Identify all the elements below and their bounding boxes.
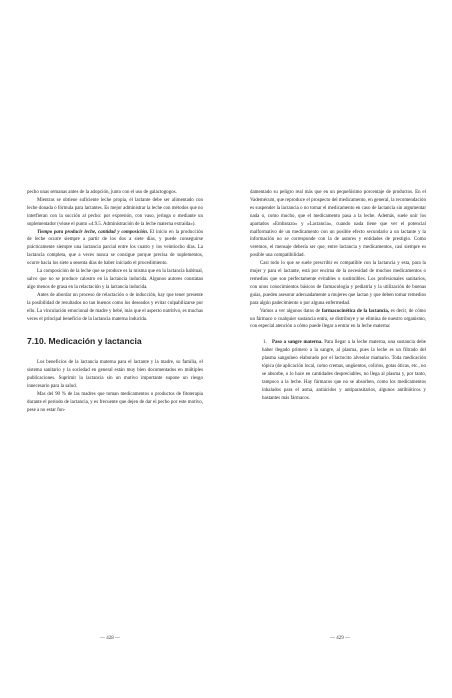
paragraph — [250, 308, 426, 332]
right-page — [226, 0, 452, 698]
list-item — [262, 339, 426, 402]
paragraph: Los beneficios de la lactancia materna para el lactante y la madre, su familia, el sistema sanitario y la sociedad en general están muy bien documentados en múltiples publicaciones. Suprimir la lactancia sin un motivo importante supone un riesgo innecesario para la salud. — [27, 360, 203, 390]
paragraph: Antes de abordar un proceso de relactación o de inducción, hay que tener presente la posibilidad de resultados no tan buenos como los deseados y evitar culpabilizarse por ello. La vinculación emocional de madre y bebé, más que el aspecto nutritivo, es muchas veces el principal beneficio de la lactancia materna inducida. — [27, 292, 203, 322]
paragraph: pecho unas semanas antes de la adopción, junto con el uso de galactogogos. — [27, 190, 177, 195]
paragraph: Casi todo lo que se suele prescribir es compatible con la lactancia y esta, para la mujer y para el lactante, está por encima de la necesidad de muchos medicamentos o remedios que son perfectamente evitables o sustituibles. Los profesionales sanitarios, con unos conocimientos básicos de farmacología y pediatría y la utilización de buenas guías, pueden asesorar adecuadamente a mujeres que lactan y que deben tomar remedios para algún padecimiento o por alguna enfermedad. — [250, 261, 426, 306]
paragraph: Mas del 90 % de las madres que toman medicamentos o productos de fitoterapia durante el periodo de lactancia, y es frecuente que dejen de dar el pecho por este motivo, pese a no estar fun- — [27, 392, 203, 413]
list-number: 1. — [263, 340, 267, 346]
numbered-list — [250, 339, 426, 402]
paragraph-text: es decir, de cómo un fármaco o cualquier sustancia entra, se distribuye y se elimina de nuestro organismo, con especial atención a cómo puede llegar a entrar en la leche materna: — [250, 308, 426, 330]
paragraph — [27, 229, 203, 269]
list-item-text: Para llegar a la leche materna, una sustancia debe haber llegado primero a la sangre, al plasma, pues la leche es un filtrado del plasma sanguíneo elaborado por el lactocito alveolar mamario. Toda medicación tópica (de aplicación local, como cremas, ungüentos, colirios, gotas óticas, etc., no se absorbe, o lo hace en cantidades despreciables, no llega al plasma y, por tanto, tampoco a la leche. Hay fármacos que no se absorben, como los medicamentos inhalados para el asma, antiácidos y antiparasitarios, algunos antibióticos y bastantes más fármacos. — [262, 340, 426, 401]
paragraph: La composición de la leche que se produce es la misma que en la lactancia habitual, salvo que no se produce calostro en la lactancia inducida. Algunos autores constatan algo menos de grasa en la relactación y la lactancia inducida. — [27, 269, 203, 290]
section-heading: 7.10. Medicación y lactancia — [27, 336, 142, 347]
key-term: farmacocinética de la lactancia, — [321, 308, 390, 314]
run-in-heading: Tiempo para producir leche, cantidad y composición. — [37, 229, 149, 235]
left-text-column — [27, 189, 203, 415]
paragraph: damentado su peligro real más que en un pequeñísimo porcentaje de productos. En el Vademécum, que reproduce el prospecto del medicamento, en general, la recomendación es suspender la lactancia o no tomar el medicamento en caso de lactancia sin argumentar nada o, como mucho, que el medicamento pasa a la leche. Además, suele unir los apartados «Embarazo» y «Lactancia», cuando nada tiene que ver el potencial malformativo de un medicamento con un posible efecto secundario a un lactante y la información no se corresponde con la de autores y entidades de prestigio. Como veremos, el mensaje debería ser que, entre lactancia y medicamentos, casi siempre es posible una compatibilidad. — [250, 190, 426, 259]
paragraph-text: El inicio en la producción de leche ocurre siempre a partir de los dos a siete días, y puede conseguirse prácticamente siempre una lactancia parcial entre los cuatro y los veintiocho días. La lactancia completa, que a veces nunca se consigue porque precisa de suplementos, ocurre hacia los siete a sesenta días de haber iniciado el procedimiento. — [27, 229, 204, 267]
list-item-title: Paso a sangre materna. — [272, 340, 323, 346]
right-text-column — [250, 189, 426, 403]
paragraph: Mientras se obtiene suficiente leche propia, el lactante debe ser alimentado con leche donada o fórmula para lactantes. Es mejor administrar la leche con métodos que no interfieran con la succión al pecho: por expresión, con vaso, jeringa o mediante un suplementador (véase el punto «4.9.5. Administración de la leche materna extraída»). — [27, 197, 203, 227]
paragraph-text: Vamos a ver algunos datos de — [260, 308, 321, 314]
page-number: — 429 — — [330, 636, 350, 641]
page-number: — 428 — — [100, 636, 120, 641]
